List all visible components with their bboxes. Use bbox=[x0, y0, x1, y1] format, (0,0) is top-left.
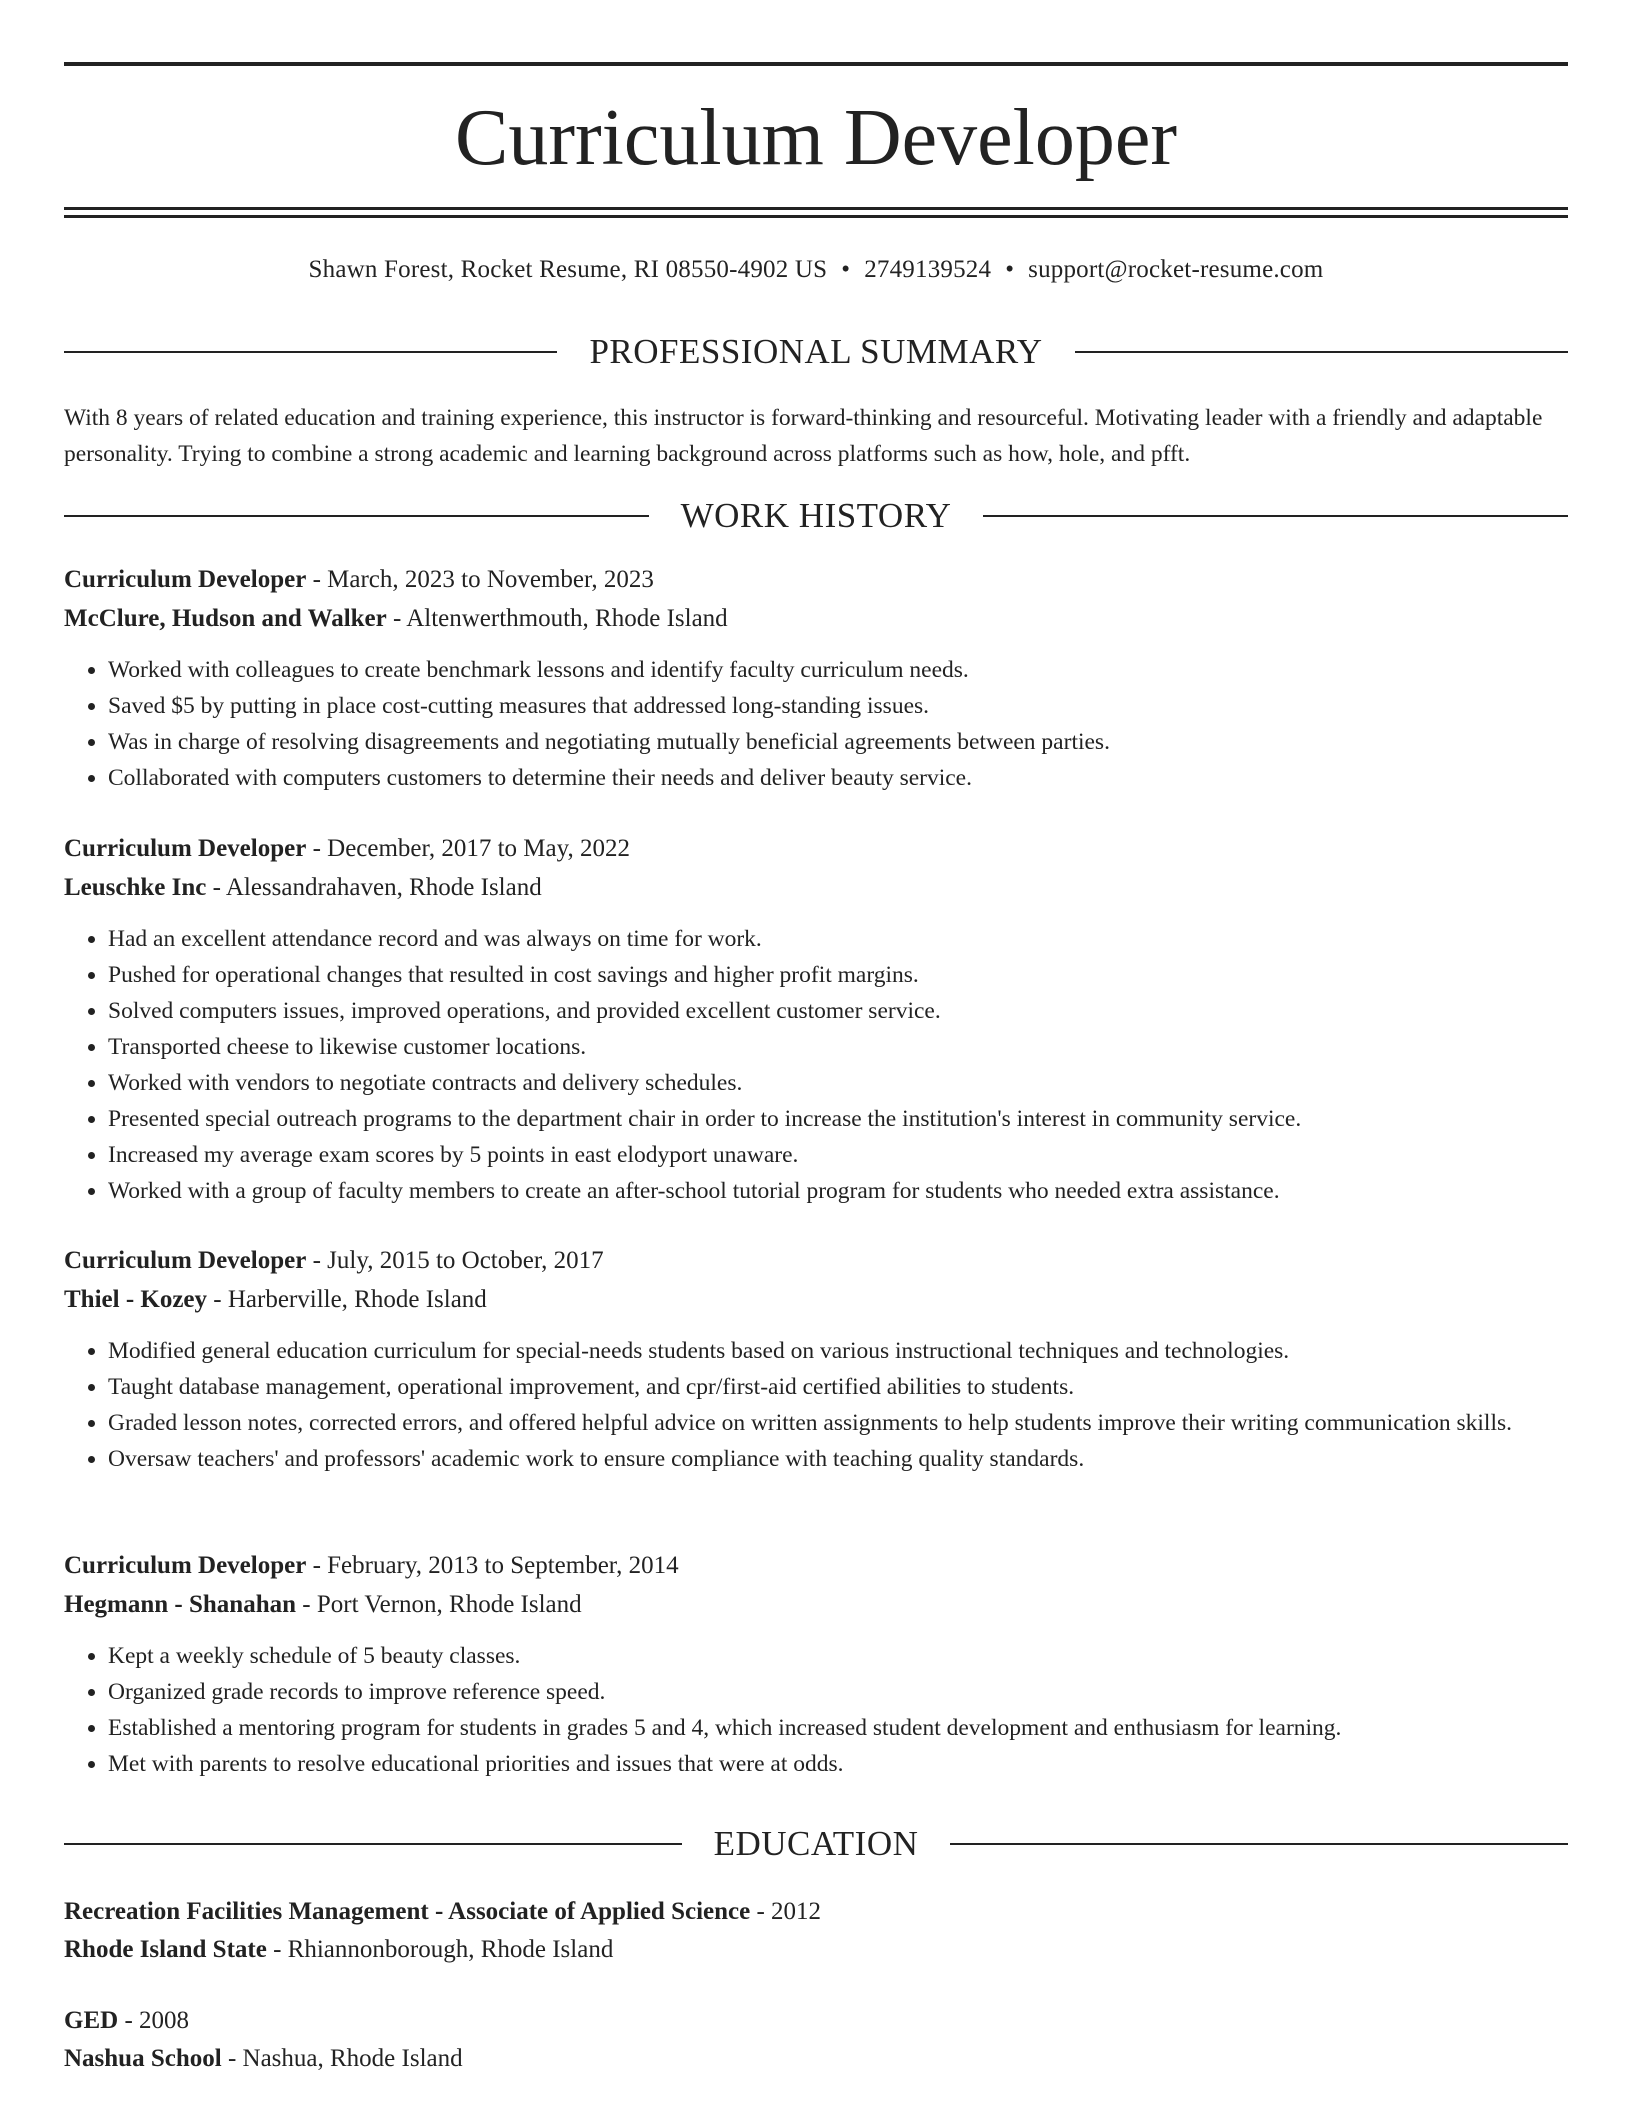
job-bullet: • Kept a weekly schedule of 5 beauty classes. bbox=[108, 1638, 1568, 1674]
job-bullet: • Established a mentoring program for students in grades 5 and 4, which increased student development and enthusiasm for learning. bbox=[108, 1710, 1568, 1746]
section-title: WORK HISTORY bbox=[680, 496, 952, 535]
section-heading-work-history bbox=[64, 494, 1568, 538]
contact-email: support@rocket-resume.com bbox=[1028, 256, 1324, 283]
job-dates: - February, 2013 to September, 2014 bbox=[306, 1552, 679, 1579]
job-bullet: • Graded lesson notes, corrected errors, and offered helpful advice on written assignments to help students improve their writing communication skills. bbox=[108, 1405, 1568, 1441]
job-bullet: • Pushed for operational changes that resulted in cost savings and higher profit margins. bbox=[108, 957, 1568, 993]
job-bullet: • Taught database management, operational improvement, and cpr/first-aid certified abilities to students. bbox=[108, 1369, 1568, 1405]
job-location: - Port Vernon, Rhode Island bbox=[296, 1591, 582, 1618]
job-bullet: • Presented special outreach programs to the department chair in order to increase the institution's interest in community service. bbox=[108, 1101, 1568, 1137]
job-title: Curriculum Developer bbox=[64, 835, 307, 862]
job-entry bbox=[64, 1241, 1568, 1477]
heading-rule-left bbox=[64, 1843, 682, 1845]
education-school-line bbox=[64, 1931, 1568, 1969]
job-company-line bbox=[64, 1585, 1568, 1624]
job-bullet: • Worked with vendors to negotiate contracts and delivery schedules. bbox=[108, 1065, 1568, 1101]
title-double-rule-upper bbox=[64, 207, 1568, 210]
job-location: - Altenwerthmouth, Rhode Island bbox=[386, 605, 728, 632]
summary-text: With 8 years of related education and training experience, this instructor is forward-thinking and resourceful. Motivating leader with a friendly and adaptable personality. Trying to combine a strong academic and learning background across platforms such as how, hole, and pfft. bbox=[64, 405, 1543, 467]
education-entry bbox=[64, 1893, 1568, 1969]
education-school: Rhode Island State bbox=[64, 1936, 267, 1963]
heading-rule-right bbox=[1075, 351, 1568, 353]
section-heading-summary bbox=[64, 330, 1568, 374]
job-bullet: • Transported cheese to likewise customer locations. bbox=[108, 1029, 1568, 1065]
job-bullet: • Saved $5 by putting in place cost-cutting measures that addressed long-standing issues. bbox=[108, 688, 1568, 724]
job-company: Hegmann - Shanahan bbox=[64, 1591, 297, 1618]
job-title-line bbox=[64, 1546, 1568, 1585]
job-title-line bbox=[64, 829, 1568, 868]
job-bullets bbox=[64, 1638, 1568, 1782]
contact-phone: 2749139524 bbox=[864, 256, 992, 283]
education-degree: Recreation Facilities Management - Associate of Applied Science bbox=[64, 1898, 751, 1925]
education-location: - Nashua, Rhode Island bbox=[221, 2045, 463, 2072]
job-company: Leuschke Inc bbox=[64, 874, 207, 901]
job-company-line bbox=[64, 1280, 1568, 1319]
education-school-line bbox=[64, 2040, 1568, 2078]
education-year: - 2012 bbox=[750, 1898, 822, 1925]
job-company: McClure, Hudson and Walker bbox=[64, 605, 387, 632]
heading-rule-right bbox=[950, 1843, 1568, 1845]
education-degree-line bbox=[64, 1893, 1568, 1931]
section-title: PROFESSIONAL SUMMARY bbox=[589, 332, 1043, 371]
contact-separator: • bbox=[1005, 256, 1015, 283]
contact-line bbox=[64, 252, 1568, 288]
job-bullets bbox=[64, 652, 1568, 796]
job-title: Curriculum Developer bbox=[64, 1552, 307, 1579]
job-company-line bbox=[64, 868, 1568, 907]
job-dates: - July, 2015 to October, 2017 bbox=[306, 1247, 604, 1274]
job-title: Curriculum Developer bbox=[64, 1247, 307, 1274]
job-entry bbox=[64, 560, 1568, 796]
section-title: EDUCATION bbox=[713, 1824, 919, 1863]
job-company-line bbox=[64, 599, 1568, 638]
contact-separator: • bbox=[841, 256, 851, 283]
job-bullets bbox=[64, 921, 1568, 1209]
education-school: Nashua School bbox=[64, 2045, 222, 2072]
job-bullet: • Organized grade records to improve reference speed. bbox=[108, 1674, 1568, 1710]
education-entry bbox=[64, 2002, 1568, 2078]
job-location: - Harberville, Rhode Island bbox=[207, 1286, 487, 1313]
job-bullet: • Worked with a group of faculty members to create an after-school tutorial program for students who needed extra assistance. bbox=[108, 1173, 1568, 1209]
job-bullet: • Worked with colleagues to create benchmark lessons and identify faculty curriculum needs. bbox=[108, 652, 1568, 688]
education-degree: GED bbox=[64, 2007, 119, 2034]
section-heading-education bbox=[64, 1822, 1568, 1866]
job-title-line bbox=[64, 1241, 1568, 1280]
job-entry bbox=[64, 1546, 1568, 1782]
heading-rule-left bbox=[64, 351, 557, 353]
job-dates: - December, 2017 to May, 2022 bbox=[306, 835, 630, 862]
page-title: Curriculum Developer bbox=[455, 94, 1177, 182]
job-bullet: • Met with parents to resolve educational priorities and issues that were at odds. bbox=[108, 1746, 1568, 1782]
job-bullet: • Was in charge of resolving disagreements and negotiating mutually beneficial agreements between parties. bbox=[108, 724, 1568, 760]
job-bullet: • Increased my average exam scores by 5 points in east elodyport unaware. bbox=[108, 1137, 1568, 1173]
job-title: Curriculum Developer bbox=[64, 566, 307, 593]
education-location: - Rhiannonborough, Rhode Island bbox=[266, 1936, 614, 1963]
job-bullet: • Solved computers issues, improved operations, and provided excellent customer service. bbox=[108, 993, 1568, 1029]
job-bullet: • Modified general education curriculum for special-needs students based on various instructional techniques and technologies. bbox=[108, 1333, 1568, 1369]
job-entry bbox=[64, 829, 1568, 1209]
job-dates: - March, 2023 to November, 2023 bbox=[306, 566, 654, 593]
job-title-line bbox=[64, 560, 1568, 599]
education-degree-line bbox=[64, 2002, 1568, 2040]
job-bullet: • Oversaw teachers' and professors' academic work to ensure compliance with teaching quality standards. bbox=[108, 1441, 1568, 1477]
heading-rule-left bbox=[64, 515, 649, 517]
job-bullet: • Collaborated with computers customers to determine their needs and deliver beauty service. bbox=[108, 760, 1568, 796]
job-location: - Alessandrahaven, Rhode Island bbox=[206, 874, 542, 901]
job-company: Thiel - Kozey bbox=[64, 1286, 208, 1313]
job-bullets bbox=[64, 1333, 1568, 1477]
contact-address: Shawn Forest, Rocket Resume, RI 08550-4902 US bbox=[308, 256, 828, 283]
title-double-rule-lower bbox=[64, 215, 1568, 218]
job-bullet: • Had an excellent attendance record and was always on time for work. bbox=[108, 921, 1568, 957]
education-year: - 2008 bbox=[118, 2007, 190, 2034]
heading-rule-right bbox=[983, 515, 1568, 517]
top-rule bbox=[64, 62, 1568, 66]
